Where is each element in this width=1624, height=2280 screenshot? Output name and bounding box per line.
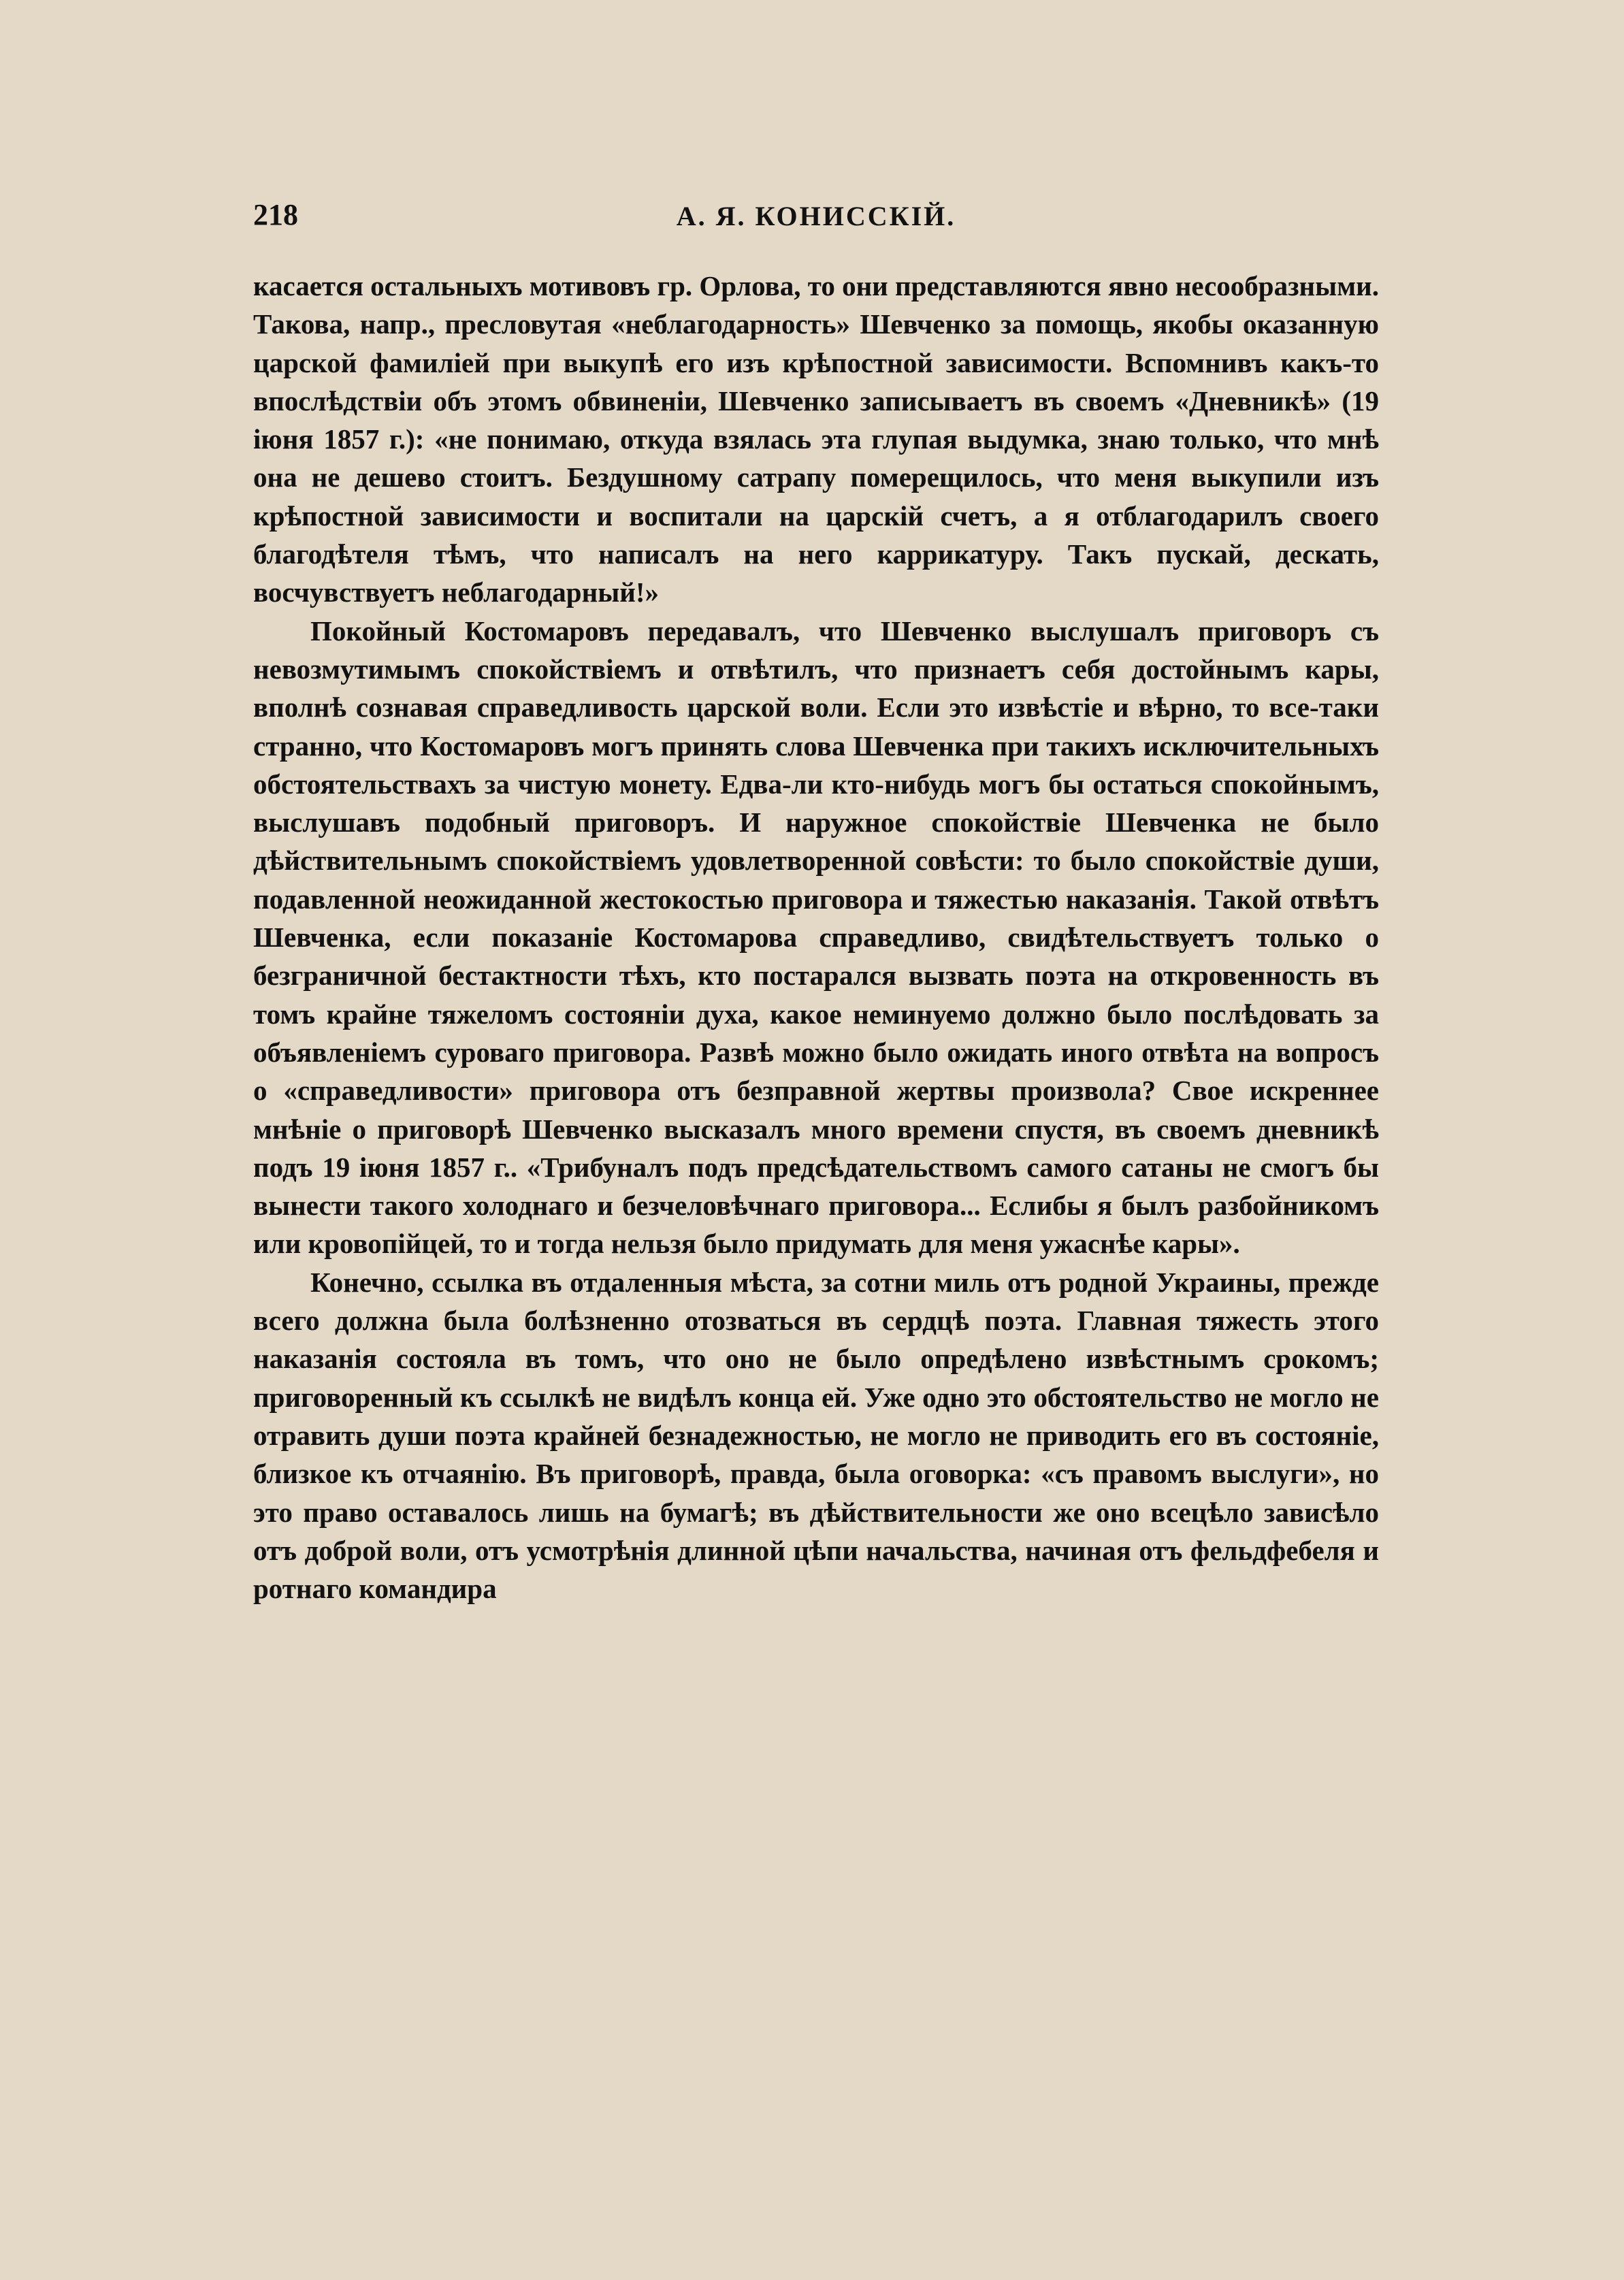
running-title: А. Я. КОНИССКІЙ. [676, 201, 956, 231]
paragraph-1: касается остальныхъ мотивовъ гр. Орлова, то они представляются явно несообразными. Такова, напр., пресловутая «неблагодарность» Шевченко за помощь, якобы оказанную царской фамиліей при выкупѣ его изъ крѣпостной зависимости. Вспомнивъ какъ-то впослѣдствіи объ этомъ обвиненіи, Шевченко записываетъ въ своемъ «Дневникѣ» (19 іюня 1857 г.): «не понимаю, откуда взялась эта глупая выдумка, знаю только, что мнѣ она не дешево стоитъ. Бездушному сатрапу померещилось, что меня выкупили изъ крѣпостной зависимости и воспитали на царскій счетъ, а я отблагодарилъ своего благодѣтеля тѣмъ, что написалъ на него каррикатуру. Такъ пускай, дескать, восчувствуетъ неблагодарный!» [253, 270, 1379, 608]
book-page [253, 197, 1379, 1608]
page-number: 218 [253, 198, 298, 231]
paragraph-2: Покойный Костомаровъ передавалъ, что Шевченко выслушалъ приговоръ съ невозмутимымъ спокойствіемъ и отвѣтилъ, что признаетъ себя достойнымъ кары, вполнѣ сознавая справедливость царской воли. Если это извѣстіе и вѣрно, то все-таки странно, что Костомаровъ могъ принять слова Шевченка при такихъ исключительныхъ обстоятельствахъ за чистую монету. Едва-ли кто-нибудь могъ бы остаться спокойнымъ, выслушавъ подобный приговоръ. И наружное спокойствіе Шевченка не было дѣйствительнымъ спокойствіемъ удовлетворенной совѣсти: то было спокойствіе души, подавленной неожиданной жестокостью приговора и тяжестью наказанія. Такой отвѣтъ Шевченка, если показаніе Костомарова справедливо, свидѣтельствуетъ только о безграничной бестактности тѣхъ, кто постарался вызвать поэта на откровенность въ томъ крайне тяжеломъ состояніи духа, какое неминуемо должно было послѣдовать за объявленіемъ суроваго приговора. Развѣ можно было ожидать иного отвѣта на вопросъ о «справедливости» приговора отъ безправной жертвы произвола? Свое искреннее мнѣніе о приговорѣ Шевченко высказалъ много времени спустя, въ своемъ дневникѣ подъ 19 іюня 1857 г.. «Трибуналъ подъ предсѣдательствомъ самого сатаны не смогъ бы вынести такого холоднаго и безчеловѣчнаго приговора... Еслибы я былъ разбойникомъ или кровопійцей, то и тогда нельзя было придумать для меня ужаснѣе кары». [253, 615, 1379, 1260]
body-text [253, 267, 1379, 1608]
running-head [253, 197, 1379, 238]
paragraph-3: Конечно, ссылка въ отдаленныя мѣста, за сотни миль отъ родной Украины, прежде всего должна была болѣзненно отозваться въ сердцѣ поэта. Главная тяжесть этого наказанія состояла въ томъ, что оно не было опредѣлено извѣстнымъ срокомъ; приговоренный къ ссылкѣ не видѣлъ конца ей. Уже одно это обстоятельство не могло не отравить души поэта крайней безнадежностью, не могло не приводить его въ состояніе, близкое къ отчаянію. Въ приговорѣ, правда, была оговорка: «съ правомъ выслуги», но это право оставалось лишь на бумагѣ; въ дѣйствительности же оно всецѣло зависѣло отъ доброй воли, отъ усмотрѣнія длинной цѣпи начальства, начиная отъ фельдфебеля и ротнаго командира [253, 1266, 1379, 1605]
